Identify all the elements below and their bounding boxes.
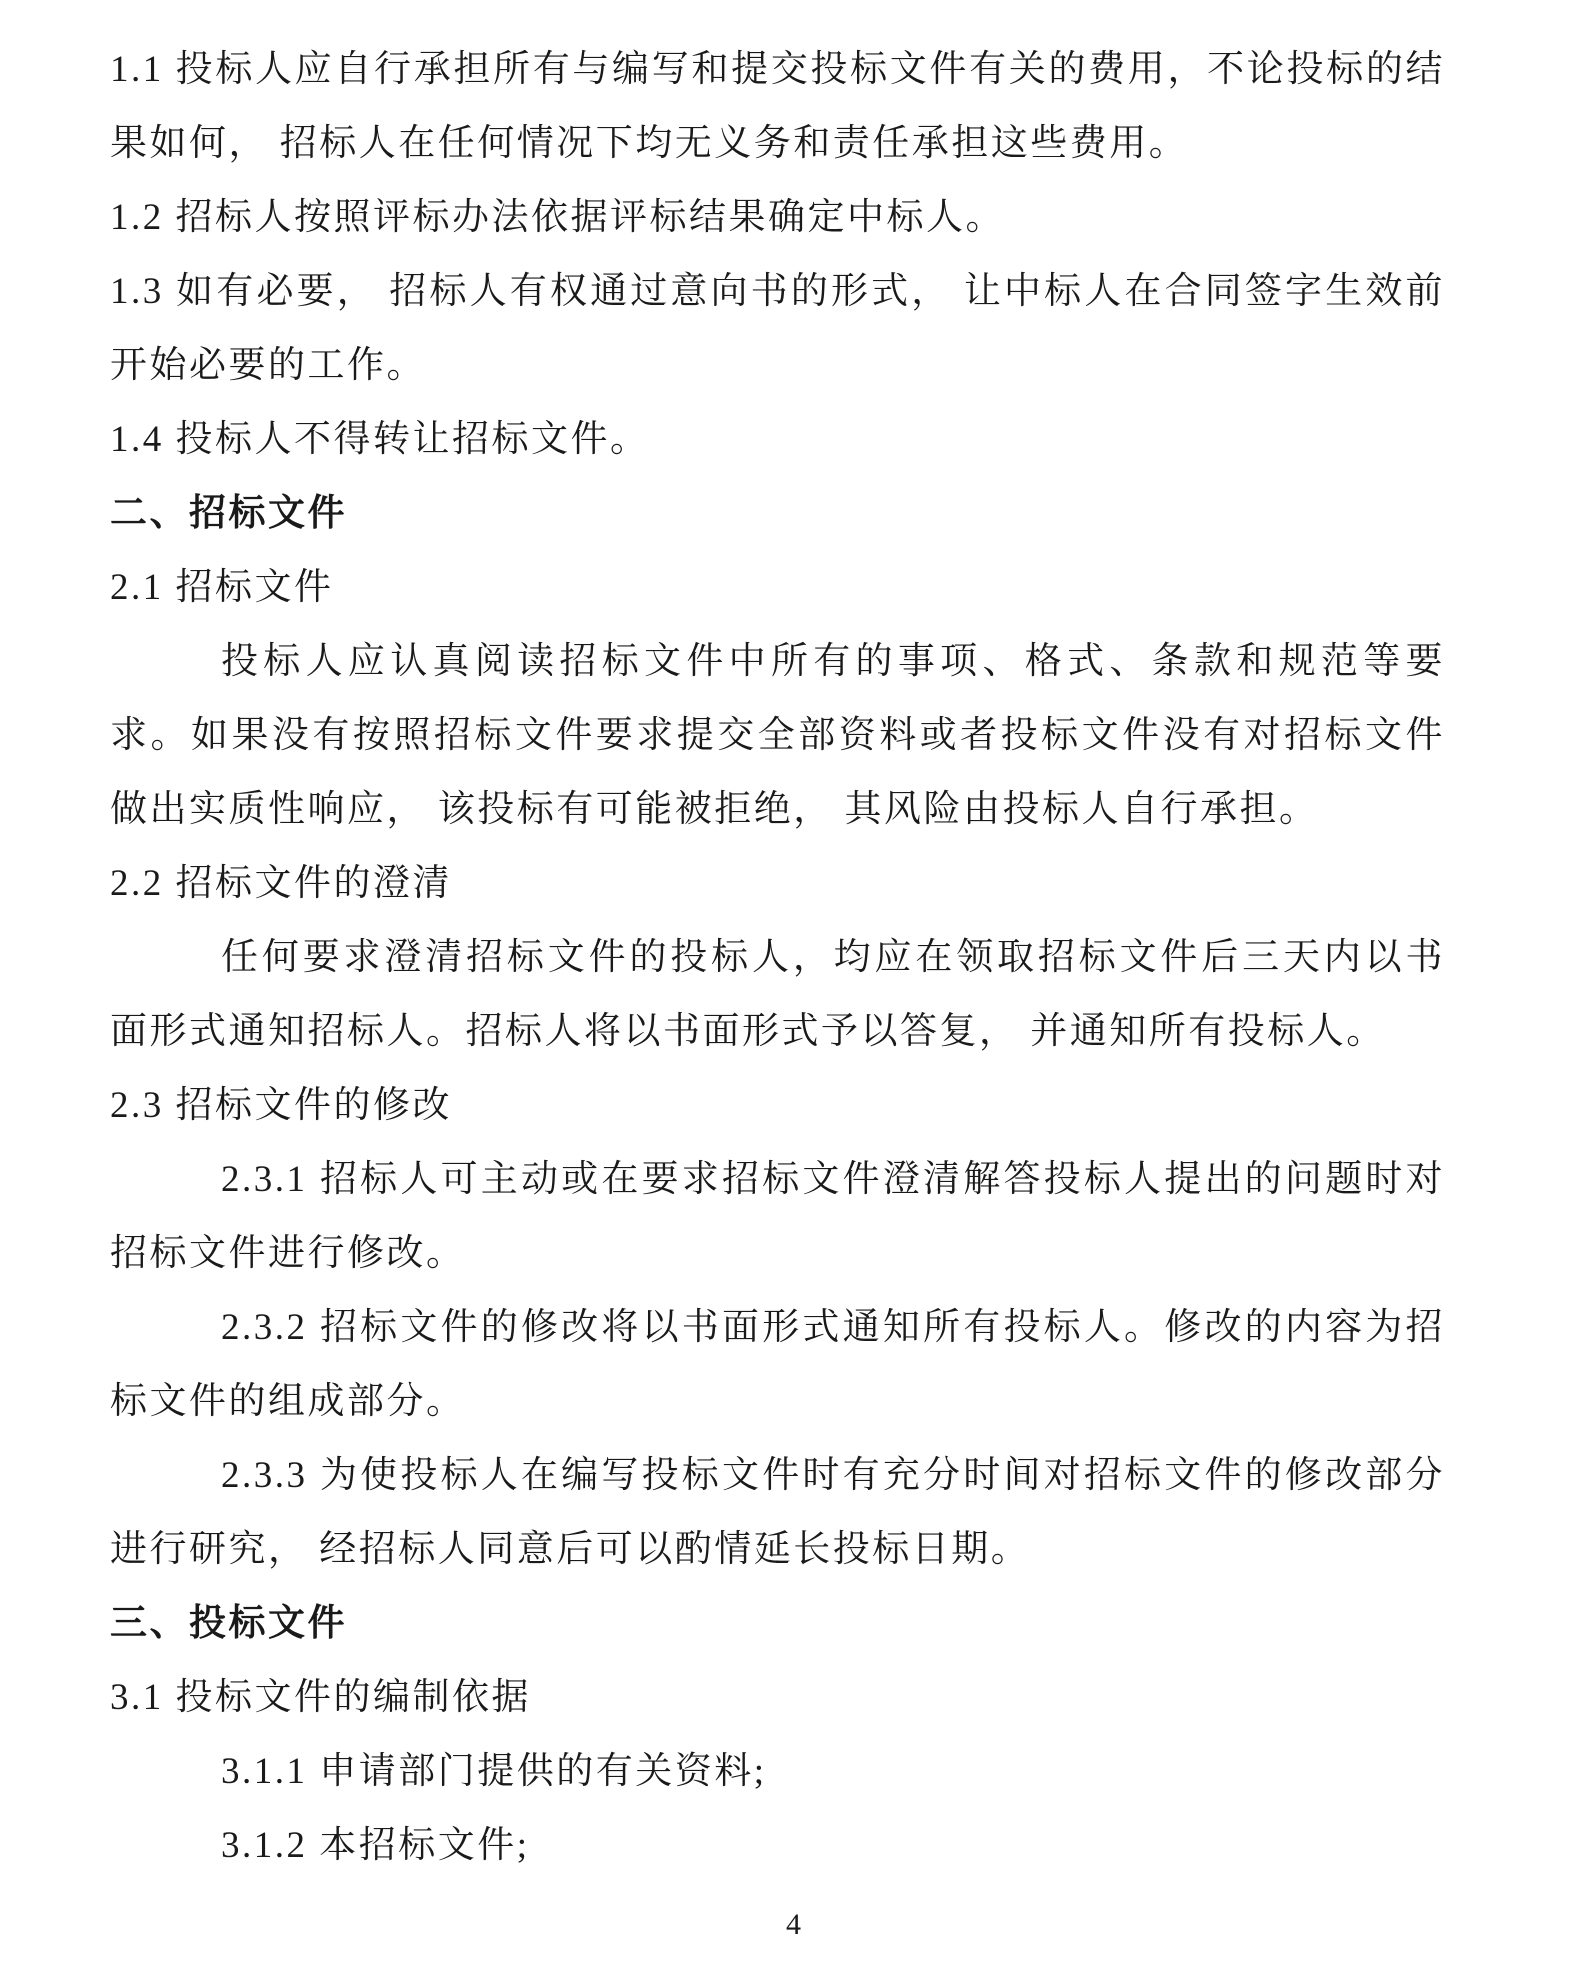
clause-2-2-body: 任何要求澄清招标文件的投标人，均应在领取招标文件后三天内以书面形式通知招标人。招标人将以书面形式予以答复， 并通知所有投标人。 xyxy=(110,937,1445,1052)
clause-3-1-2: 3.1.2 本招标文件; xyxy=(221,1825,530,1866)
page-number: 4 xyxy=(786,1908,801,1941)
clause-2-3-2: 2.3.2 招标文件的修改将以书面形式通知所有投标人。修改的内容为招标文件的组成部分。 xyxy=(110,1307,1445,1422)
clause-2-3-3: 2.3.3 为使投标人在编写投标文件时有充分时间对招标文件的修改部分进行研究， 经招标人同意后可以酌情延长投标日期。 xyxy=(110,1455,1445,1570)
clause-1-1: 1.1 投标人应自行承担所有与编写和提交投标文件有关的费用，不论投标的结果如何， 招标人在任何情况下均无义务和责任承担这些费用。 xyxy=(110,49,1445,164)
clause-3-1-1: 3.1.1 申请部门提供的有关资料; xyxy=(221,1751,767,1792)
clause-1-4: 1.4 投标人不得转让招标文件。 xyxy=(110,419,650,460)
clause-2-2-title: 2.2 招标文件的澄清 xyxy=(110,863,452,904)
clause-1-3: 1.3 如有必要， 招标人有权通过意向书的形式， 让中标人在合同签字生效前开始必要的工作。 xyxy=(110,271,1445,386)
section-heading-3: 三、投标文件 xyxy=(110,1603,347,1644)
clause-1-2: 1.2 招标人按照评标办法依据评标结果确定中标人。 xyxy=(110,197,1005,238)
clause-2-1-body: 投标人应认真阅读招标文件中所有的事项、格式、条款和规范等要求。如果没有按照招标文件要求提交全部资料或者投标文件没有对招标文件做出实质性响应， 该投标有可能被拒绝， 其风险由投标人自行承担。 xyxy=(110,641,1445,830)
clause-2-1-title: 2.1 招标文件 xyxy=(110,567,334,608)
clause-2-3-title: 2.3 招标文件的修改 xyxy=(110,1085,452,1126)
document-body xyxy=(110,33,1445,1883)
clause-2-3-1: 2.3.1 招标人可主动或在要求招标文件澄清解答投标人提出的问题时对招标文件进行修改。 xyxy=(110,1159,1445,1274)
section-heading-2: 二、招标文件 xyxy=(110,493,347,534)
clause-3-1-title: 3.1 投标文件的编制依据 xyxy=(110,1677,531,1718)
